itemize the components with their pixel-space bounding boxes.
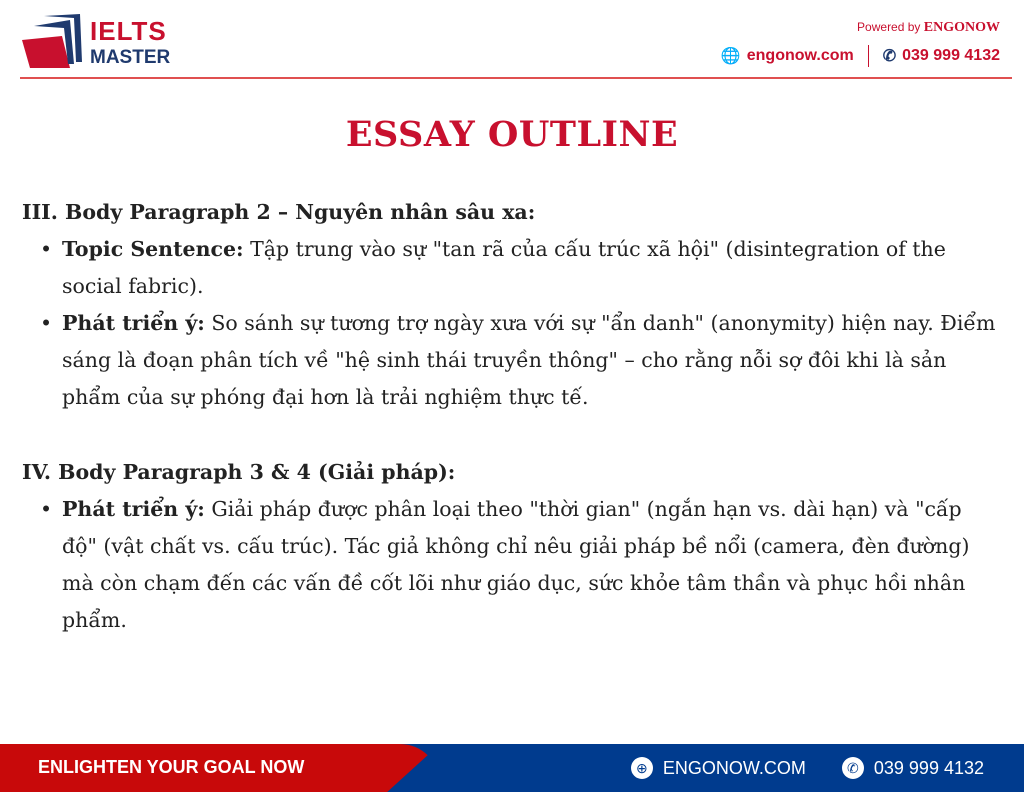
globe-icon: 🌐 bbox=[720, 48, 741, 65]
logo-text-master: MASTER bbox=[90, 47, 171, 68]
header-divider bbox=[20, 77, 1012, 79]
footer-contact bbox=[631, 757, 984, 779]
bullet-text: Tập trung vào sự "tan rã của cấu trúc xã hội" (disintegration of the social fabric). bbox=[62, 237, 946, 298]
header-phone[interactable]: 039 999 4132 bbox=[902, 47, 1000, 64]
ielts-master-logo bbox=[20, 14, 190, 70]
header-contact bbox=[721, 45, 1000, 67]
bullet-label: Topic Sentence: bbox=[62, 237, 244, 261]
footer-phone[interactable]: 039 999 4132 bbox=[873, 757, 984, 778]
logo-book-icon bbox=[20, 14, 86, 70]
header-website[interactable]: engonow.com bbox=[746, 47, 854, 64]
bullet-item bbox=[62, 231, 1002, 305]
bullet-text: So sánh sự tương trợ ngày xưa với sự "ẩn danh" (anonymity) hiện nay. Điểm sáng là đoạn phân tích về "hệ sinh thái truyền thông" – cho rằng nỗi sợ đôi khi là sản phẩm của sự phóng đại hơn là trải nghiệm thực tế. bbox=[62, 311, 996, 409]
bullet-label: Phát triển ý: bbox=[62, 497, 205, 521]
footer-website[interactable]: ENGONOW.COM bbox=[662, 757, 806, 778]
powered-brand: ENGONOW bbox=[923, 20, 1000, 35]
powered-prefix: Powered by bbox=[857, 20, 921, 34]
globe-icon: ⊕ bbox=[631, 757, 653, 779]
divider bbox=[868, 45, 869, 67]
bullet-label: Phát triển ý: bbox=[62, 311, 205, 335]
page-title: ESSAY OUTLINE bbox=[345, 114, 679, 155]
phone-icon: ✆ bbox=[842, 757, 864, 779]
footer-slogan: ENLIGHTEN YOUR GOAL NOW bbox=[38, 757, 305, 777]
phone-icon: ✆ bbox=[882, 48, 897, 65]
outline-content bbox=[22, 194, 1002, 639]
bullet-item bbox=[62, 305, 1002, 416]
bullet-item bbox=[62, 491, 1002, 639]
bullet-text: Giải pháp được phân loại theo "thời gian" (ngắn hạn vs. dài hạn) và "cấp độ" (vật chất vs. cấu trúc). Tác giả không chỉ nêu giải pháp bề nổi (camera, đèn đường) mà còn chạm đến các vấn đề cốt lõi như giáo dục, sức khỏe tâm thần và phục hồi nhân phẩm. bbox=[62, 497, 970, 632]
section-heading: IV. Body Paragraph 3 & 4 (Giải pháp): bbox=[22, 460, 456, 484]
logo-text-ielts: IELTS bbox=[90, 16, 167, 46]
section-heading: III. Body Paragraph 2 – Nguyên nhân sâu xa: bbox=[22, 200, 536, 224]
footer-bar bbox=[0, 744, 1024, 792]
powered-by bbox=[857, 20, 1000, 36]
